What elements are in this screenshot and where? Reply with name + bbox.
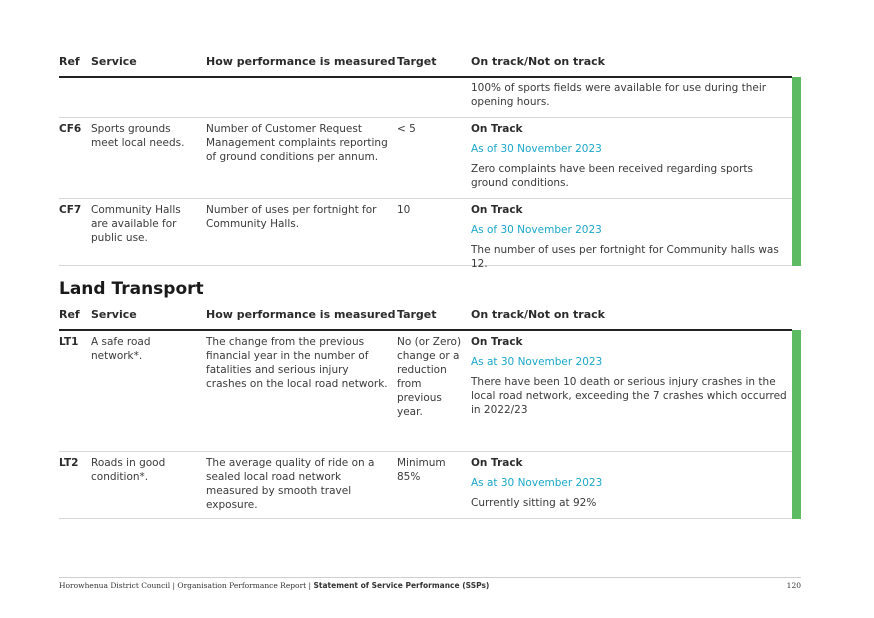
status-cell [471,456,791,516]
header-ref: Ref [59,308,80,321]
header-status: On track/Not on track [471,55,605,68]
status-label: On Track [471,336,523,348]
target-cell: Minimum 85% [397,457,446,483]
service-cell: Community Halls are available for public use. [91,204,181,244]
status-label: On Track [471,123,523,135]
status-bar [792,451,801,519]
target-cell: < 5 [397,123,416,135]
page-number: 120 [786,581,801,590]
measure-cell: The average quality of ride on a sealed local road network measured by smooth travel exposure. [206,457,375,511]
status-cell [471,122,791,196]
measure-cell: Number of uses per fortnight for Community Halls. [206,204,377,230]
status-date: As of 30 November 2023 [471,224,602,236]
header-target: Target [397,55,437,68]
service-cell: Roads in good condition*. [91,457,166,483]
measure-cell: The change from the previous financial year in the number of fatalities and serious injury crashes on the local road network. [206,336,388,390]
status-label: On Track [471,457,523,469]
ref-cell: LT2 [59,457,79,469]
table-row [59,78,792,118]
status-label: On Track [471,204,523,216]
status-cell [471,203,791,277]
header-status: On track/Not on track [471,308,605,321]
header-service: Service [91,308,137,321]
status-bar [792,117,801,199]
status-date: As at 30 November 2023 [471,477,603,489]
community-facilities-table [59,55,801,270]
ref-cell: CF7 [59,204,82,216]
status-date: As at 30 November 2023 [471,356,603,368]
status-note: There have been 10 death or serious injury crashes in the local road network, exceeding the 7 crashes which occurred in 2022/23 [471,376,787,416]
table-row [59,452,792,519]
status-note: Zero complaints have been received regarding sports ground conditions. [471,163,753,189]
table-header [59,55,801,71]
header-how-measured: How performance is measured [206,308,396,321]
status-cell [471,335,791,423]
page-footer [59,577,801,590]
status-bar [792,198,801,266]
header-service: Service [91,55,137,68]
header-target: Target [397,308,437,321]
status-bar [792,330,801,452]
section-title: Land Transport [59,279,204,299]
status-note: 100% of sports fields were available for use during their opening hours. [471,82,767,108]
footer-text: Horowhenua District Council | Organisation Performance Report | [59,581,314,590]
target-cell: 10 [397,204,411,216]
table-header [59,308,801,324]
service-cell: A safe road network*. [91,336,151,362]
status-note: Currently sitting at 92% [471,497,597,509]
target-cell: No (or Zero) change or a reduction from previous year. [397,336,462,418]
status-note: The number of uses per fortnight for Community halls was 12. [471,244,779,270]
ref-cell: LT1 [59,336,79,348]
measure-cell: Number of Customer Request Management complaints reporting of ground conditions per annum. [206,123,388,163]
table-row [59,118,792,199]
header-how-measured: How performance is measured [206,55,396,68]
land-transport-table [59,308,801,519]
ref-cell: CF6 [59,123,82,135]
table-row [59,199,792,270]
header-ref: Ref [59,55,80,68]
service-cell: Sports grounds meet local needs. [91,123,185,149]
status-bar [792,77,801,118]
status-date: As of 30 November 2023 [471,143,602,155]
table-row [59,331,792,452]
footer-report-title: Statement of Service Performance (SSPs) [313,581,490,590]
